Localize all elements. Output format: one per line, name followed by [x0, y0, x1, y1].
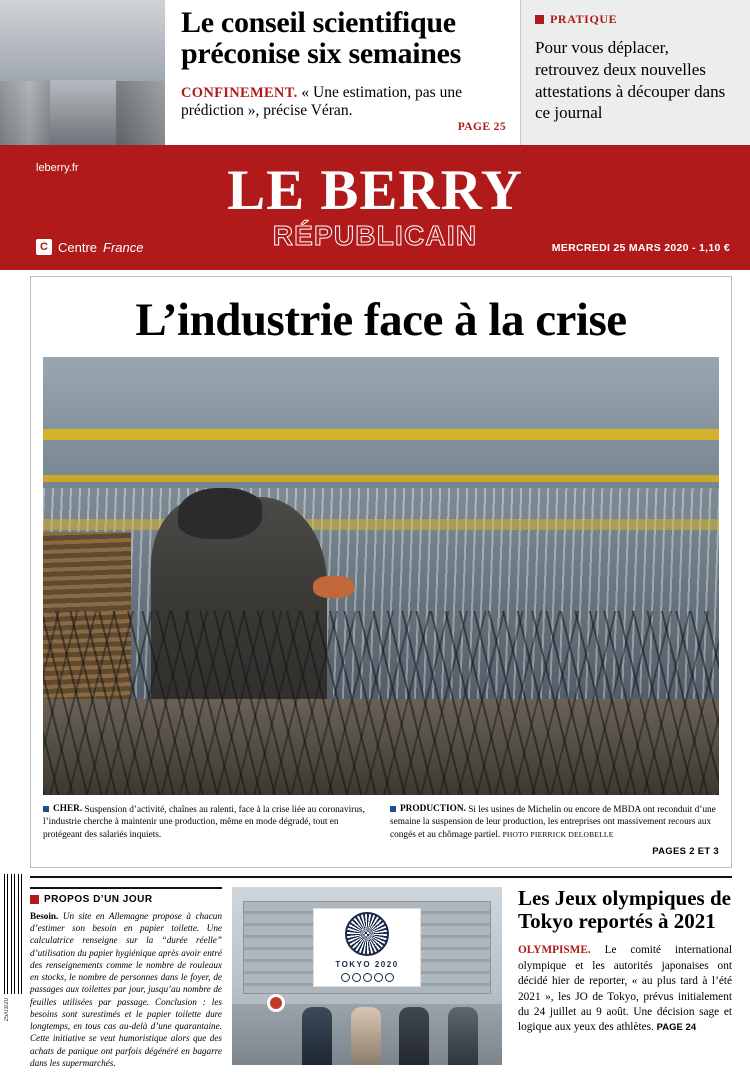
photo-pedestrian [399, 1007, 429, 1065]
photo-yellow-beam-2 [43, 475, 719, 482]
propos-label: PROPOS D’UN JOUR [44, 893, 153, 905]
photo-road-sign [267, 994, 285, 1012]
tokyo-2020-emblem-icon [345, 912, 389, 956]
caption-left-header [43, 803, 82, 815]
photo-yellow-beam-1 [43, 429, 719, 440]
propos-lead: Besoin. [30, 910, 59, 921]
propos-text: Un site en Allemagne propose à chacun d’estimer son besoin en papier toilette. Une calculatrice renseigne sur la “durée réelle” d’utilisation du papier hygiénique après avoir entré des renseignements comme le nombre de rouleaux en stocks, le nombre de personnes dans le foyer, de passages aux toilettes par jour, jusqu’au nombre de feuilles utilisées par passage. Conclusion : les besoins sont surestimés et le papier toilette dure longtemps, en tous cas au-delà d’une quarantaine. Cette initiative se veut humoristique alors que des achats de panique ont parfois dégénéré en bagarre dans les supermarchés. [30, 910, 222, 1068]
olympics-label: OLYMPISME. [518, 944, 591, 957]
photo-credit: PHOTO PIERRICK DELOBELLE [502, 829, 614, 839]
caption-left-text: Suspension d’activité, chaînes au ralenti, face à la crise liée au coronavirus, l’industrie cherche à maintenir une production, même en mode dégradé, tout en protégeant des salariés inquiets. [43, 805, 365, 840]
caption-right [390, 803, 719, 841]
propos-header [30, 894, 222, 905]
top-strip-photo [0, 0, 165, 145]
caption-left-label: CHER. [53, 804, 83, 814]
top-kicker-text: « Une estimation, pas une prédiction », précise Véran. [181, 83, 462, 120]
propos-du-jour-column[interactable] [30, 887, 222, 1069]
photo-pedestrian [351, 1007, 381, 1065]
top-headline: Le conseil scientifique préconise six semaines [181, 6, 462, 70]
square-bullet-icon [30, 895, 39, 904]
photo-olympic-banner [313, 908, 421, 986]
group-name-part2: France [103, 239, 144, 255]
logo-sub-text: RÉPUBLICAIN [272, 220, 478, 252]
tokyo-photo [232, 887, 502, 1065]
photo-worker-helmet [178, 488, 266, 545]
photo-worker-glove [313, 576, 354, 598]
barcode-icon [4, 874, 24, 994]
caption-right-header [390, 803, 466, 815]
site-url[interactable]: leberry.fr [36, 162, 79, 174]
olympics-headline: Les Jeux olympiques de Tokyo reportés à 2021 [518, 885, 731, 934]
practical-label: PRATIQUE [550, 12, 618, 26]
top-page-ref[interactable]: PAGE 25 [457, 121, 506, 133]
issue-info: MERCREDI 25 MARS 2020 - 1,10 € [551, 242, 730, 254]
main-headline: L’industrie face à la crise [135, 294, 627, 346]
square-bullet-icon [535, 15, 544, 24]
square-bullet-icon [43, 806, 49, 812]
main-captions [43, 803, 719, 841]
main-photo [43, 357, 719, 795]
propos-body [30, 910, 222, 1069]
olympics-page-ref[interactable]: PAGE 24 [656, 1022, 697, 1034]
caption-left [43, 803, 372, 841]
top-kicker-line [181, 84, 506, 121]
practical-text: Pour vous déplacer, retrouvez deux nouvelles attestations à découper dans ce journal [535, 38, 726, 123]
olympics-body [518, 943, 732, 1036]
group-name-part1: Centre [58, 239, 98, 255]
tokyo-photo-column [232, 887, 502, 1069]
masthead [0, 148, 750, 270]
olympics-text: Le comité international olympique et les autorités japonaises ont décidé hier de reporter, « au plus tard à l’été 2021 », les JO de Tokyo, prévus initialement du 24 juillet au 9 août. Une décision sage et logique aux yeux des athlètes. [518, 944, 732, 1034]
practical-box[interactable] [520, 0, 750, 145]
logo-main-text: LE BERRY [227, 159, 523, 222]
main-story-wrap [0, 270, 750, 868]
practical-header [535, 12, 736, 27]
bottom-section [0, 887, 750, 1069]
top-strip [0, 0, 750, 148]
tokyo-banner-text: TOKYO 2020 [335, 960, 399, 970]
top-kicker-label: CONFINEMENT. [181, 84, 298, 101]
caption-right-label: PRODUCTION. [400, 804, 466, 814]
rail-date-code: 25/03/20 [4, 998, 10, 1022]
main-story[interactable] [30, 276, 732, 868]
centre-france-mark-icon: C [36, 239, 52, 255]
main-pages-ref[interactable]: PAGES 2 ET 3 [652, 845, 719, 857]
top-strip-lead-story[interactable] [165, 0, 520, 145]
photo-foreground-rebar [43, 611, 719, 795]
caption-right-text: Si les usines de Michelin ou encore de MBDA ont reconduit d’une semaine la suspension de leur production, les entreprises ont massivement recours aux congés et au chômage partiel. [390, 805, 716, 840]
photo-pedestrian [448, 1007, 478, 1065]
group-logo[interactable] [36, 239, 144, 255]
section-divider [30, 876, 732, 878]
photo-pedestrian [302, 1007, 332, 1065]
olympics-story[interactable] [512, 887, 732, 1069]
olympic-rings-icon [341, 973, 394, 982]
left-rail [4, 874, 26, 1072]
logo [0, 148, 750, 252]
square-bullet-icon [390, 806, 396, 812]
